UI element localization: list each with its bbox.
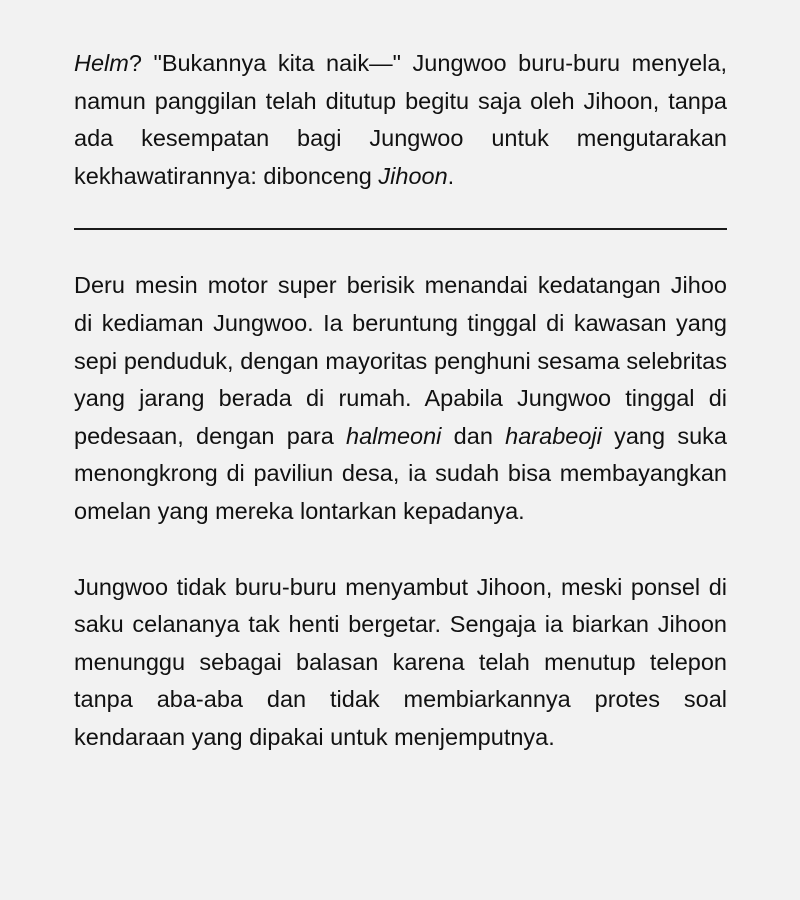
paragraph-arrival-dan: dan	[441, 422, 506, 449]
paragraph-helm	[74, 45, 727, 195]
paragraph-helm-end: .	[447, 162, 455, 189]
italic-jihoon: Jihoon	[378, 162, 448, 189]
paragraph-arrival	[74, 267, 727, 530]
paragraph-waiting	[74, 569, 727, 757]
section-divider	[74, 228, 727, 230]
italic-harabeoji: harabeoji	[505, 422, 602, 449]
paragraph-waiting-text: Jungwoo tidak buru-buru menyambut Jihoon, meski ponsel di saku celananya tak henti bergetar. Sengaja ia biarkan Jihoon menunggu sebagai balasan karena telah menutup telepon tanpa aba-aba dan tidak membiarkannya protes soal kendaraan yang dipakai untuk menjemputnya.	[74, 573, 727, 750]
paragraph-helm-text: ? "Bukannya kita naik—" Jungwoo buru-buru menyela, namun panggilan telah ditutup begitu saja oleh Jihoon, tanpa ada kesempatan bagi Jungwoo untuk mengutarakan kekhawatirannya: dibonceng	[74, 50, 727, 189]
paragraph-arrival-end: yang suka menongkrong di paviliun desa, ia sudah bisa membayangkan omelan yang mereka lontarkan kepadanya.	[74, 422, 727, 524]
document-page	[74, 45, 727, 757]
italic-halmeoni: halmeoni	[346, 422, 442, 449]
paragraph-arrival-text: Deru mesin motor super berisik menandai kedatangan Jihoo di kediaman Jungwoo. Ia beruntung tinggal di kawasan yang sepi penduduk, dengan mayoritas penghuni sesama selebritas yang jarang berada di rumah. Apabila Jungwoo tinggal di pedesaan, dengan para	[74, 272, 727, 449]
italic-helm: Helm	[74, 50, 129, 76]
